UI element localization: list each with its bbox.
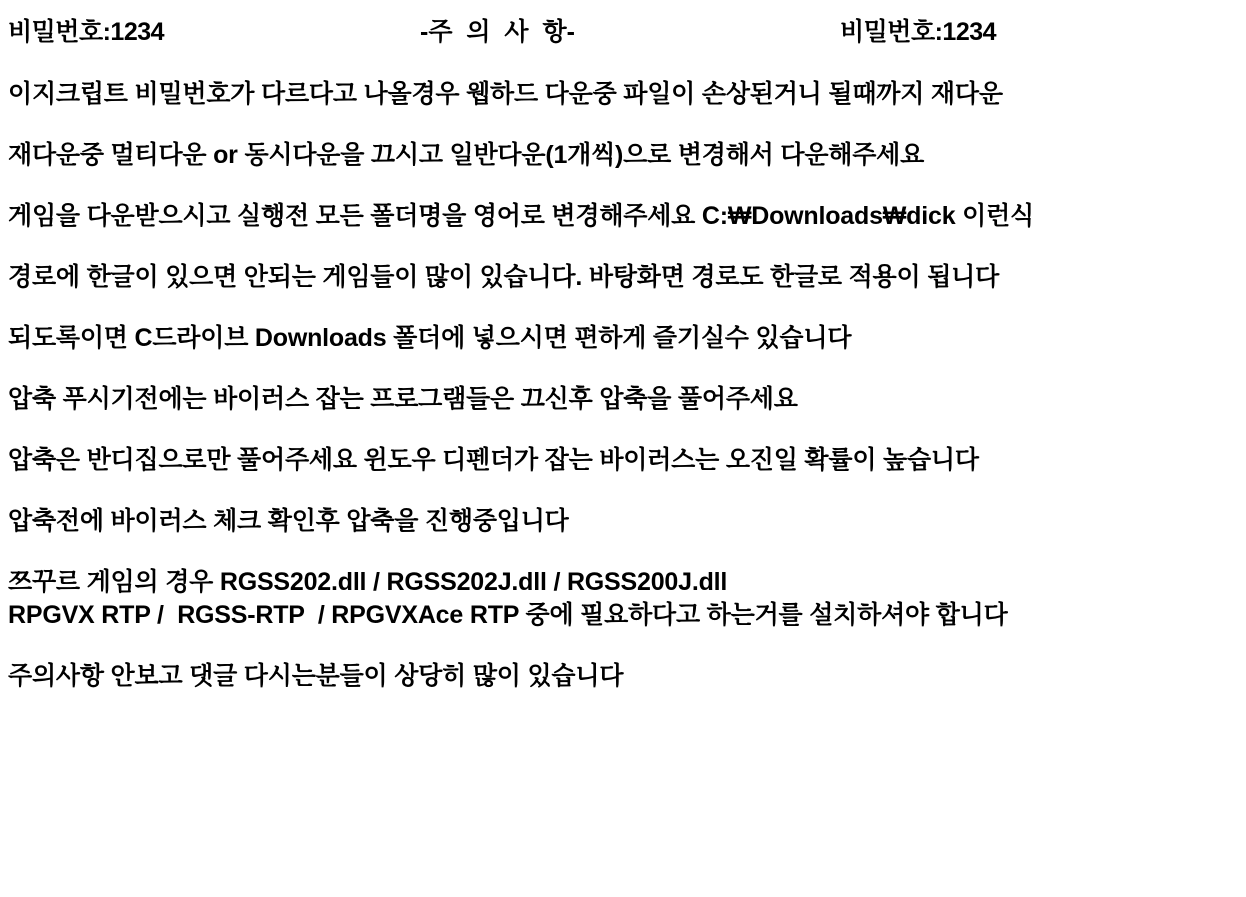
password-label-left: 비밀번호:1234 xyxy=(8,18,165,46)
notice-body xyxy=(0,82,1246,689)
notice-line: 압축은 반디집으로만 풀어주세요 윈도우 디펜더가 잡는 바이러스는 오진일 확률이 높습니다 xyxy=(8,446,979,474)
notice-line: 압축 푸시기전에는 바이러스 잡는 프로그램들은 끄신후 압축을 풀어주세요 xyxy=(8,385,798,413)
page-title: -주 의 사 항- xyxy=(420,18,575,46)
notice-line: 게임을 다운받으시고 실행전 모든 폴더명을 영어로 변경해주세요 C:₩Downloads₩dick 이런식 xyxy=(8,202,1035,230)
notice-header xyxy=(0,0,1246,58)
notice-line: 되도록이면 C드라이브 Downloads 폴더에 넣으시면 편하게 즐기실수 있습니다 xyxy=(8,324,852,352)
notice-line: 이지크립트 비밀번호가 다르다고 나올경우 웹하드 다운중 파일이 손상된거니 될때까지 재다운 xyxy=(8,80,1003,108)
notice-line: 경로에 한글이 있으면 안되는 게임들이 많이 있습니다. 바탕화면 경로도 한글로 적용이 됩니다 xyxy=(8,263,1000,291)
notice-line: 재다운중 멀티다운 or 동시다운을 끄시고 일반다운(1개씩)으로 변경해서 다운해주세요 xyxy=(8,141,925,169)
notice-line: RPGVX RTP / RGSS-RTP / RPGVXAce RTP 중에 필요하다고 하는거를 설치하셔야 합니다 xyxy=(8,601,1008,629)
password-label-right: 비밀번호:1234 xyxy=(840,18,997,46)
notice-line: 주의사항 안보고 댓글 다시는분들이 상당히 많이 있습니다 xyxy=(8,662,624,690)
notice-line: 쯔꾸르 게임의 경우 RGSS202.dll / RGSS202J.dll / RGSS200J.dll xyxy=(8,568,728,596)
notice-line: 압축전에 바이러스 체크 확인후 압축을 진행중입니다 xyxy=(8,507,569,535)
